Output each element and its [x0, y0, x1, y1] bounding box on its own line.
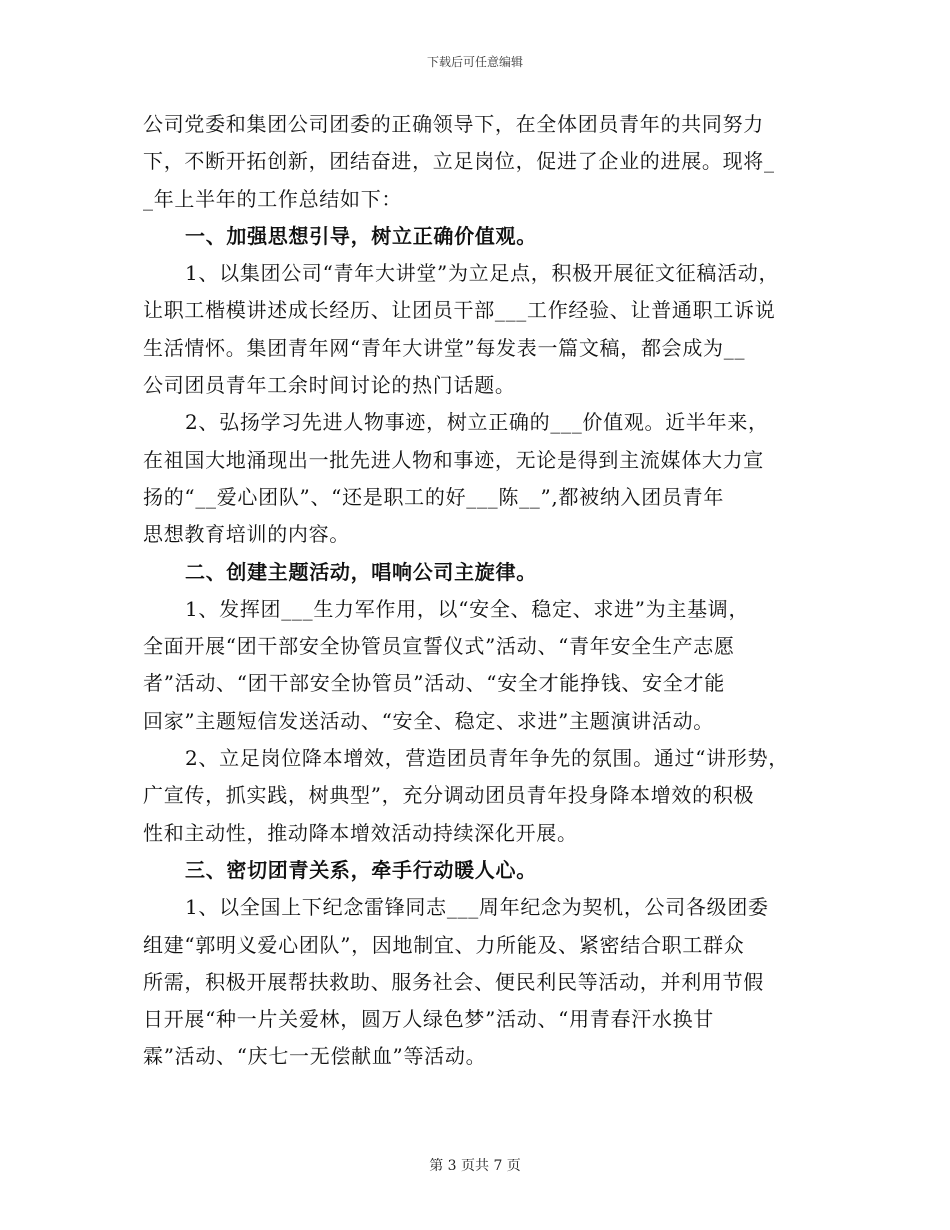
text-line: 在祖国大地涌现出一批先进人物和事迹，无论是得到主流媒体大力宣 — [143, 447, 764, 472]
text-line: 1、以集团公司“青年大讲堂”为立足点，积极开展征文征稿活动， — [185, 261, 780, 286]
text-line: 生活情怀。集团青年网“青年大讲堂”每发表一篇文稿，都会成为__ — [143, 335, 746, 360]
text-line: 霖”活动、“庆七一无偿献血”等活动。 — [143, 1044, 487, 1069]
section-heading: 一、加强思想引导，树立正确价值观。 — [185, 223, 537, 248]
text-line: 公司团员青年工余时间讨论的热门话题。 — [143, 373, 516, 398]
text-line: 所需，积极开展帮扶救助、服务社会、便民利民等活动，并利用节假 — [143, 969, 764, 994]
text-line: 日开展“种一片关爱林，圆万人绿色梦”活动、“用青春汗水换甘 — [143, 1007, 714, 1032]
section-heading: 三、密切团青关系，牵手行动暖人心。 — [185, 857, 537, 882]
text-line: 下，不断开拓创新，团结奋进，立足岗位，促进了企业的进展。现将_ — [143, 149, 775, 174]
text-line: 性和主动性，推动降本增效活动持续深化开展。 — [143, 820, 578, 845]
section-1 — [143, 218, 833, 554]
text-line: 回家”主题短信发送活动、“安全、稳定、求进”主题演讲活动。 — [143, 708, 714, 733]
text-line: 2、弘扬学习先进人物事迹，树立正确的___价值观。近半年来， — [185, 410, 769, 435]
document-body — [143, 106, 833, 1076]
text-line: 公司党委和集团公司团委的正确领导下，在全体团员青年的共同努力 — [143, 112, 764, 136]
text-line: 广宣传，抓实践，树典型”，充分调动团员青年投身降本增效的积极 — [143, 783, 755, 808]
page-number: 第 3 页共 7 页 — [429, 1158, 521, 1174]
text-line: 让职工楷模讲述成长经历、让团员干部___工作经验、让普通职工诉说 — [143, 298, 776, 323]
section-heading: 二、创建主题活动，唱响公司主旋律。 — [185, 559, 537, 584]
page-header: 下载后可任意编辑 — [426, 55, 523, 69]
text-line: 全面开展“团干部安全协管员宣誓仪式”活动、“青年安全生产志愿 — [143, 634, 735, 659]
text-line: 2、立足岗位降本增效，营造团员青年争先的氛围。通过“讲形势， — [185, 746, 789, 771]
section-3 — [143, 852, 833, 1076]
text-line: 者”活动、“团干部安全协管员”活动、“安全才能挣钱、安全才能 — [143, 671, 725, 696]
text-line: 思想教育培训的内容。 — [143, 522, 350, 547]
text-line: 1、以全国上下纪念雷锋同志___周年纪念为契机，公司各级团委 — [185, 895, 769, 920]
text-line: _年上半年的工作总结如下： — [143, 186, 403, 211]
intro-paragraph — [143, 106, 833, 218]
text-line: 1、发挥团___生力军作用，以“安全、稳定、求进”为主基调， — [185, 596, 750, 621]
text-line: 组建“郭明义爱心团队”，因地制宜、力所能及、紧密结合职工群众 — [143, 932, 745, 957]
text-line: 扬的“__爱心团队”、“还是职工的好___陈__”,都被纳入团员青年 — [143, 484, 725, 509]
section-2 — [143, 554, 833, 852]
